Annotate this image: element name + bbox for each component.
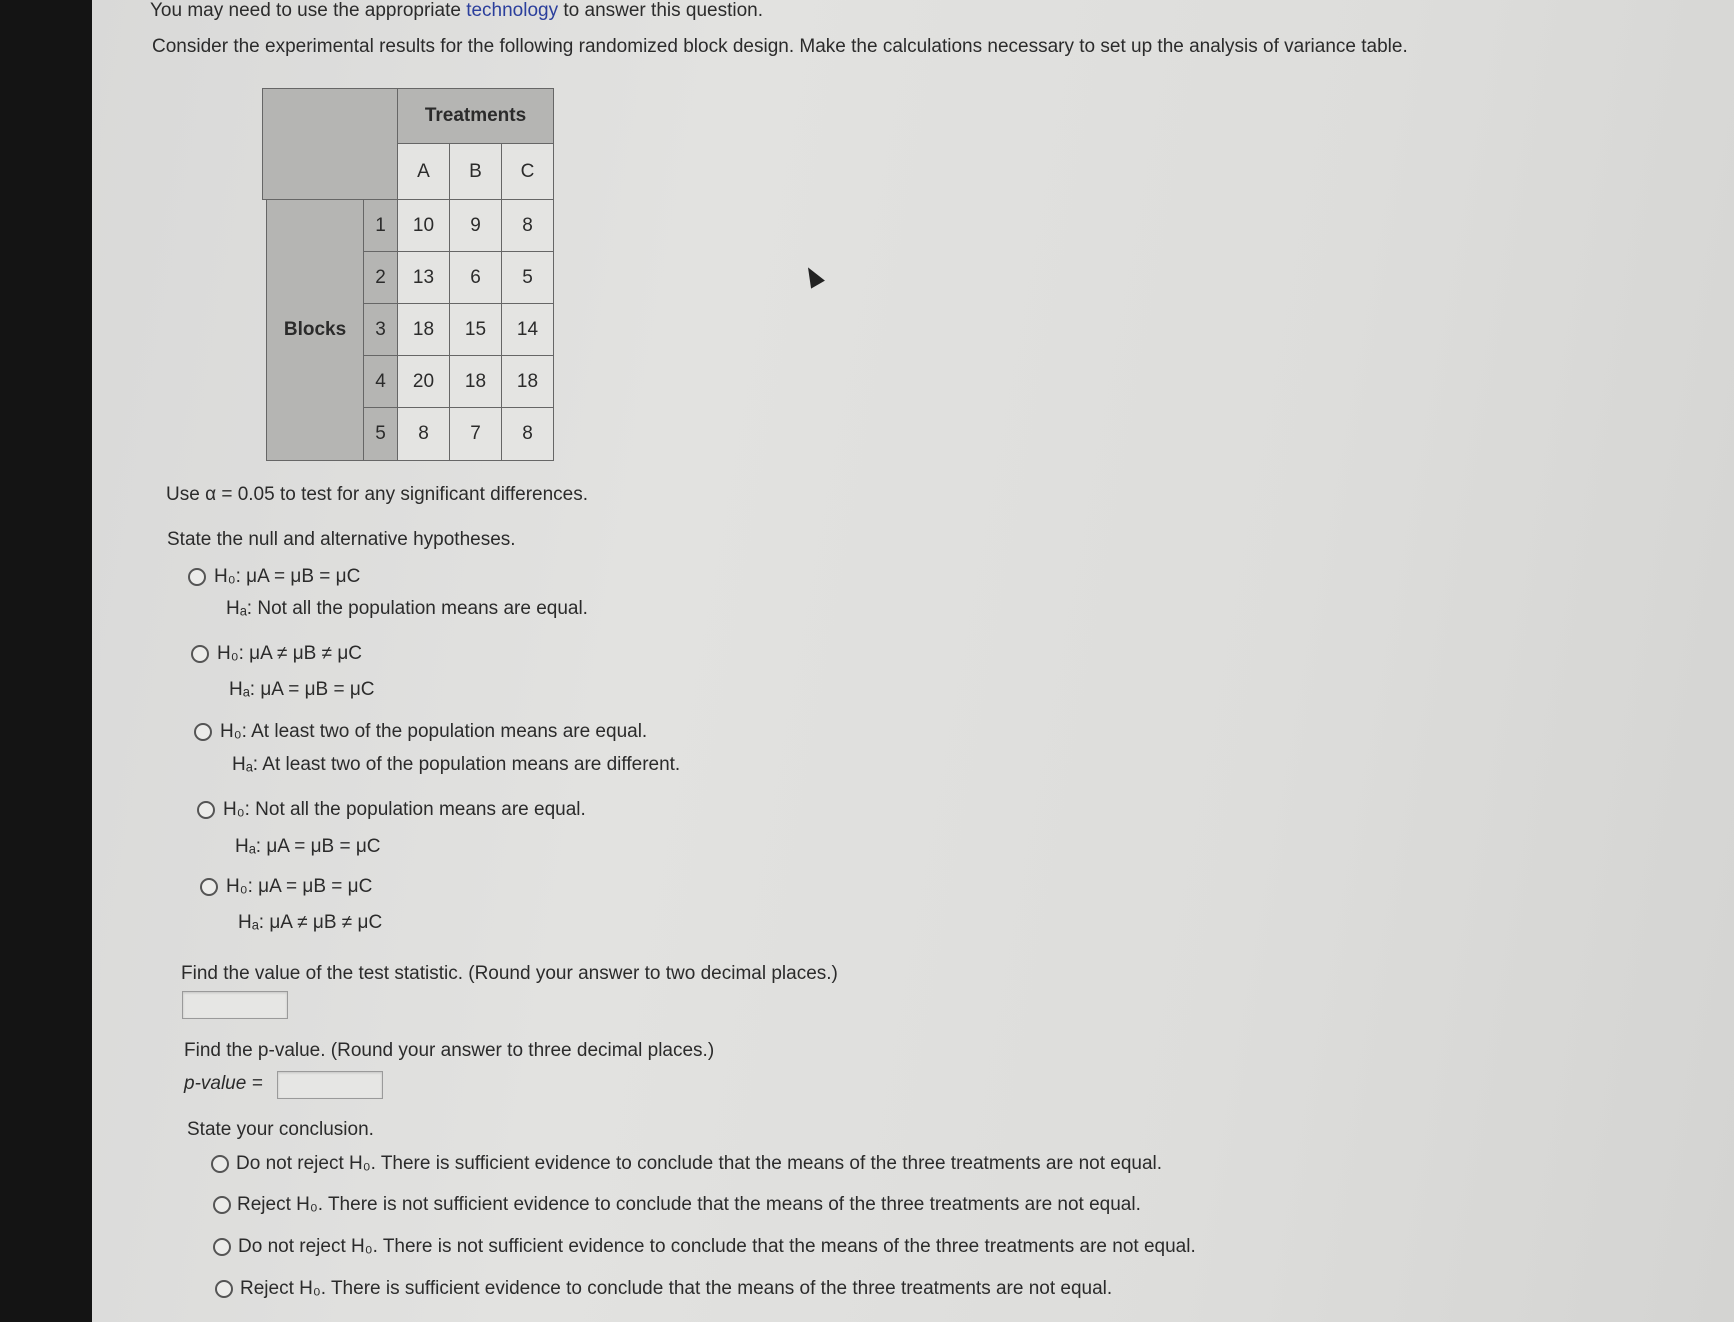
treatments-header: Treatments (397, 88, 554, 144)
intro-prefix: You may need to use the appropriate (150, 0, 461, 21)
p-value-input[interactable] (277, 1071, 383, 1099)
hypotheses-prompt: State the null and alternative hypotheses. (167, 529, 516, 550)
block-number: 1 (363, 199, 398, 252)
table-cell: 8 (501, 199, 554, 252)
conclusion-1-label: Do not reject H₀. There is sufficient evidence to conclude that the means of the three treatments are not equal. (236, 1153, 1163, 1174)
test-statistic-prompt: Find the value of the test statistic. (Round your answer to two decimal places.) (181, 963, 838, 984)
table-cell: 20 (397, 355, 450, 408)
intro-line-1 (150, 0, 763, 22)
conclusion-radio-3[interactable] (213, 1238, 231, 1256)
hypothesis-radio-4[interactable] (197, 801, 215, 819)
hypothesis-2-ha: Hₐ: μA = μB = μC (229, 679, 375, 700)
table-cell: 15 (449, 303, 502, 356)
intro-line-2: Consider the experimental results for the following randomized block design. Make the calculations necessary to set up the analysis of variance table. (152, 36, 1408, 57)
conclusion-radio-1[interactable] (211, 1155, 229, 1173)
conclusion-radio-4[interactable] (215, 1280, 233, 1298)
hypothesis-radio-2[interactable] (191, 645, 209, 663)
hypothesis-radio-1[interactable] (188, 568, 206, 586)
block-design-table (262, 88, 558, 462)
test-statistic-input[interactable] (182, 991, 288, 1019)
question-page (92, 0, 1734, 1322)
block-number: 3 (363, 303, 398, 356)
conclusion-3-label: Do not reject H₀. There is not sufficient evidence to conclude that the means of the three treatments are not equal. (238, 1236, 1196, 1257)
table-cell: 13 (397, 251, 450, 304)
table-cell: 5 (501, 251, 554, 304)
p-value-label: p-value = (184, 1073, 263, 1094)
conclusion-2-label: Reject H₀. There is not sufficient evidence to conclude that the means of the three treatments are not equal. (237, 1194, 1141, 1215)
block-number: 5 (363, 407, 398, 461)
conclusion-radio-2[interactable] (213, 1196, 231, 1214)
column-header-a: A (397, 143, 450, 200)
table-cell: 18 (501, 355, 554, 408)
column-header-c: C (501, 143, 554, 200)
intro-suffix: to answer this question. (563, 0, 764, 21)
table-corner (262, 88, 398, 200)
hypothesis-4-ha: Hₐ: μA = μB = μC (235, 836, 381, 857)
column-header-b: B (449, 143, 502, 200)
table-cell: 8 (397, 407, 450, 461)
table-cell: 18 (397, 303, 450, 356)
hypothesis-radio-5[interactable] (200, 878, 218, 896)
conclusion-4-label: Reject H₀. There is sufficient evidence to conclude that the means of the three treatments are not equal. (240, 1278, 1113, 1299)
block-number: 2 (363, 251, 398, 304)
hypothesis-5-h0: H₀: μA = μB = μC (226, 876, 373, 897)
table-cell: 14 (501, 303, 554, 356)
p-value-prompt: Find the p-value. (Round your answer to three decimal places.) (184, 1040, 715, 1061)
hypothesis-5-ha: Hₐ: μA ≠ μB ≠ μC (238, 912, 383, 933)
block-number: 4 (363, 355, 398, 408)
mouse-cursor-icon (801, 263, 825, 288)
blocks-label: Blocks (266, 199, 364, 461)
table-cell: 8 (501, 407, 554, 461)
hypothesis-1-h0: H₀: μA = μB = μC (214, 566, 361, 587)
hypothesis-2-h0: H₀: μA ≠ μB ≠ μC (217, 643, 362, 664)
table-cell: 6 (449, 251, 502, 304)
hypothesis-3-ha: Hₐ: At least two of the population means are different. (232, 754, 681, 775)
table-cell: 9 (449, 199, 502, 252)
hypothesis-1-ha: Hₐ: Not all the population means are equal. (226, 598, 588, 619)
conclusion-prompt: State your conclusion. (187, 1119, 374, 1140)
hypothesis-4-h0: H₀: Not all the population means are equal. (223, 799, 586, 820)
table-cell: 18 (449, 355, 502, 408)
table-cell: 7 (449, 407, 502, 461)
technology-link[interactable]: technology (466, 0, 559, 21)
alpha-instruction: Use α = 0.05 to test for any significant differences. (166, 484, 588, 505)
table-cell: 10 (397, 199, 450, 252)
hypothesis-3-h0: H₀: At least two of the population means are equal. (220, 721, 648, 742)
hypothesis-radio-3[interactable] (194, 723, 212, 741)
